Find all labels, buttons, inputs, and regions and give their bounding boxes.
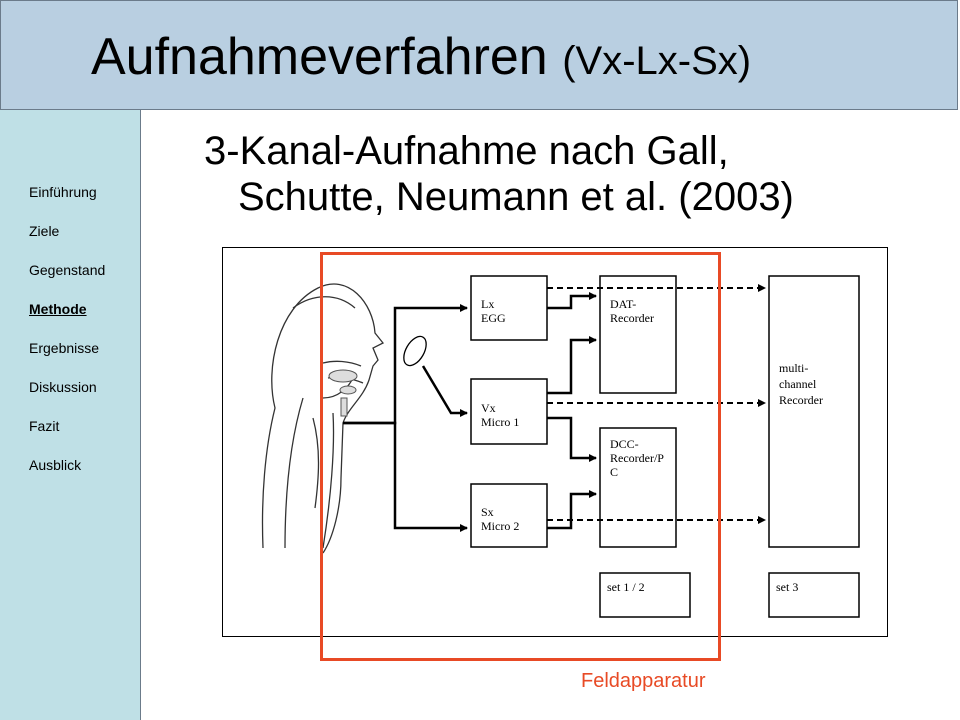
block-lx-line2: EGG — [481, 311, 506, 325]
feldapparatur-label: Feldapparatur — [581, 670, 706, 692]
block-dcc-line1: DCC- — [610, 437, 639, 451]
feldapparatur-frame — [320, 252, 721, 661]
slide-title — [91, 27, 751, 87]
title-sub: (Vx-Lx-Sx) — [562, 39, 752, 83]
set12-label: set 1 / 2 — [607, 580, 645, 594]
nav-item-ergebnisse[interactable]: Ergebnisse — [29, 340, 100, 356]
block-sx-line1: Sx — [481, 505, 494, 519]
block-multichannel-recorder — [769, 276, 859, 547]
block-multi-line3: Recorder — [779, 393, 823, 407]
sidebar-nav — [29, 173, 105, 485]
block-dat-line1: DAT- — [610, 297, 637, 311]
block-dat-line2: Recorder — [610, 311, 654, 325]
nav-item-ziele[interactable]: Ziele — [29, 223, 60, 239]
nav-item-einfuehrung[interactable]: Einführung — [29, 184, 97, 200]
slide-heading — [204, 128, 794, 220]
title-main: Aufnahmeverfahren — [91, 28, 548, 86]
sidebar — [0, 110, 141, 720]
nav-item-diskussion[interactable]: Diskussion — [29, 379, 97, 395]
title-bar — [0, 0, 958, 110]
nav-item-gegenstand[interactable]: Gegenstand — [29, 262, 106, 278]
heading-line-2: Schutte, Neumann et al. (2003) — [238, 175, 794, 219]
block-dcc-line3: C — [610, 465, 619, 479]
block-vx-line1: Vx — [481, 401, 496, 415]
block-lx-line1: Lx — [481, 297, 495, 311]
block-sx-line2: Micro 2 — [481, 519, 520, 533]
nav-item-fazit[interactable]: Fazit — [29, 418, 60, 434]
box-set-3 — [769, 573, 859, 617]
block-vx-line2: Micro 1 — [481, 415, 520, 429]
set3-label: set 3 — [776, 580, 799, 594]
block-multi-line1: multi- — [779, 361, 809, 375]
block-dcc-line2: Recorder/P — [610, 451, 664, 465]
heading-line-1: 3-Kanal-Aufnahme nach Gall, — [204, 129, 729, 173]
block-multi-line2: channel — [779, 377, 817, 391]
nav-item-methode[interactable]: Methode — [29, 301, 87, 317]
nav-item-ausblick[interactable]: Ausblick — [29, 457, 82, 473]
